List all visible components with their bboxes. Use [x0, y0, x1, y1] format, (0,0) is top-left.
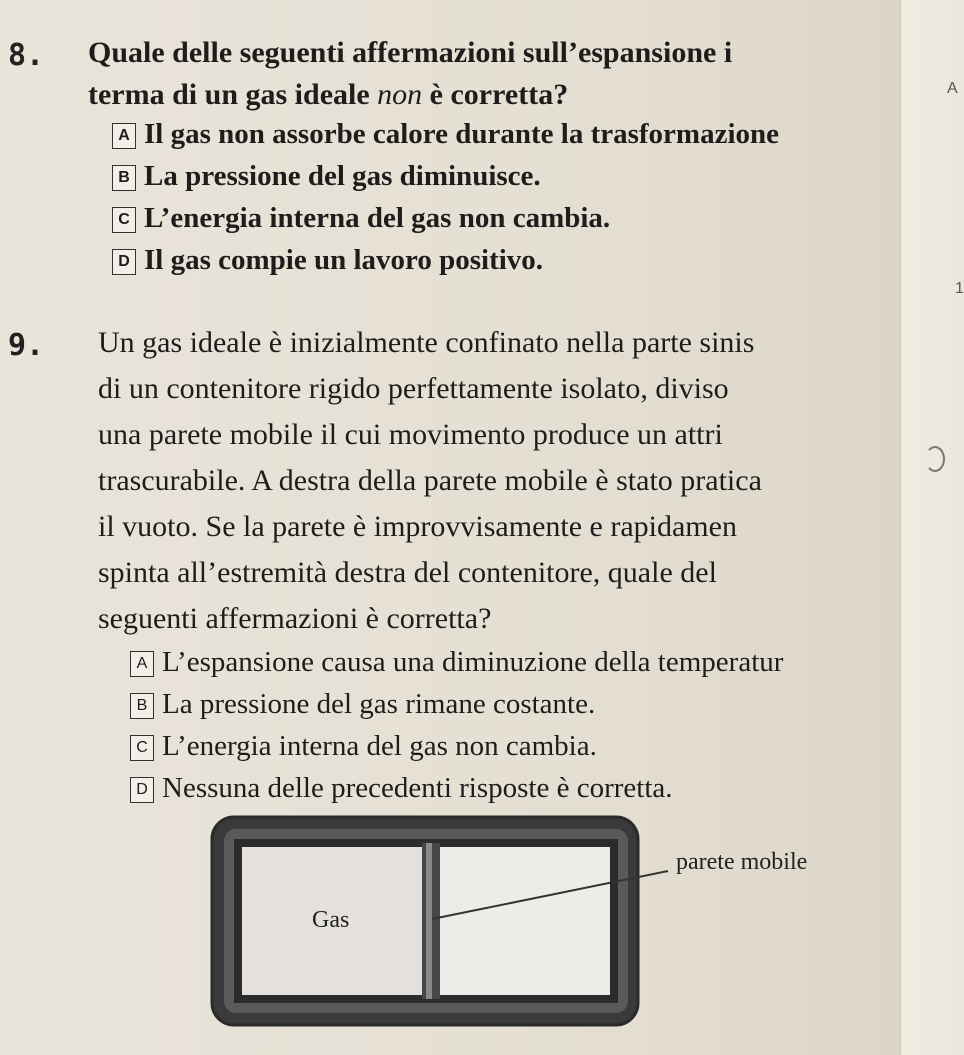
question-9-line-7: seguenti affermazioni è corretta? — [98, 602, 492, 635]
question-8-number: 8. — [8, 38, 45, 73]
q9-option-a — [130, 646, 783, 679]
q8-option-c — [112, 202, 610, 235]
q9-option-a-text: L’espansione causa una diminuzione della temperatur — [162, 646, 784, 678]
q9-option-b-text: La pressione del gas rimane costante. — [162, 688, 596, 720]
q9-option-c — [130, 730, 597, 763]
q8-option-d-letter: D — [112, 249, 136, 275]
q8-option-c-letter: C — [112, 207, 136, 233]
q9-option-d-letter: D — [130, 777, 154, 803]
q8-option-b-text: La pressione del gas diminuisce. — [144, 160, 541, 192]
question-9-number: 9. — [8, 328, 45, 363]
question-9-line-1: Un gas ideale è inizialmente confinato nella parte sinis — [98, 326, 755, 359]
emphasis-non: non — [377, 78, 423, 111]
question-9-line-3: una parete mobile il cui movimento produce un attri — [98, 418, 723, 451]
question-8-line-2 — [88, 78, 568, 112]
q8-option-b-letter: B — [112, 165, 136, 191]
gas-label: Gas — [312, 907, 350, 933]
q9-option-b-letter: B — [130, 693, 154, 719]
movable-wall-highlight — [426, 843, 432, 999]
movable-wall-label: parete mobile — [676, 849, 808, 875]
q9-option-a-letter: A — [130, 651, 154, 677]
margin-mark-a: A — [947, 80, 958, 97]
q9-option-b — [130, 688, 595, 721]
q9-option-d-text: Nessuna delle precedenti risposte è corretta. — [162, 772, 673, 804]
q8-option-b — [112, 160, 541, 193]
q8-option-d-text: Il gas compie un lavoro positivo. — [144, 244, 544, 276]
q8-option-a-text: Il gas non assorbe calore durante la trasformazione — [144, 118, 779, 150]
vacuum-chamber — [440, 847, 610, 995]
question-9-line-4: trascurabile. A destra della parete mobile è stato pratica — [98, 464, 762, 497]
container-diagram — [210, 815, 850, 1030]
page-margin — [900, 0, 964, 1055]
margin-mark-b: 1 — [955, 280, 964, 297]
question-8-line-2-text: terma di un gas ideale non è corretta? — [88, 78, 569, 111]
q8-option-d — [112, 244, 543, 277]
question-9-line-5: il vuoto. Se la parete è improvvisamente e rapidamen — [98, 510, 737, 543]
q8-option-a — [112, 118, 779, 151]
question-9-line-6: spinta all’estremità destra del contenitore, quale del — [98, 556, 717, 589]
q9-option-c-letter: C — [130, 735, 154, 761]
q9-option-d — [130, 772, 673, 805]
q9-option-c-text: L’energia interna del gas non cambia. — [162, 730, 597, 762]
question-8-line-1: Quale delle seguenti affermazioni sull’espansione i — [88, 36, 733, 69]
q8-option-c-text: L’energia interna del gas non cambia. — [144, 202, 611, 234]
margin-circle-mark — [925, 446, 945, 472]
question-9-line-2: di un contenitore rigido perfettamente isolato, diviso — [98, 372, 729, 405]
q8-option-a-letter: A — [112, 123, 136, 149]
container-diagram-svg — [210, 815, 850, 1030]
